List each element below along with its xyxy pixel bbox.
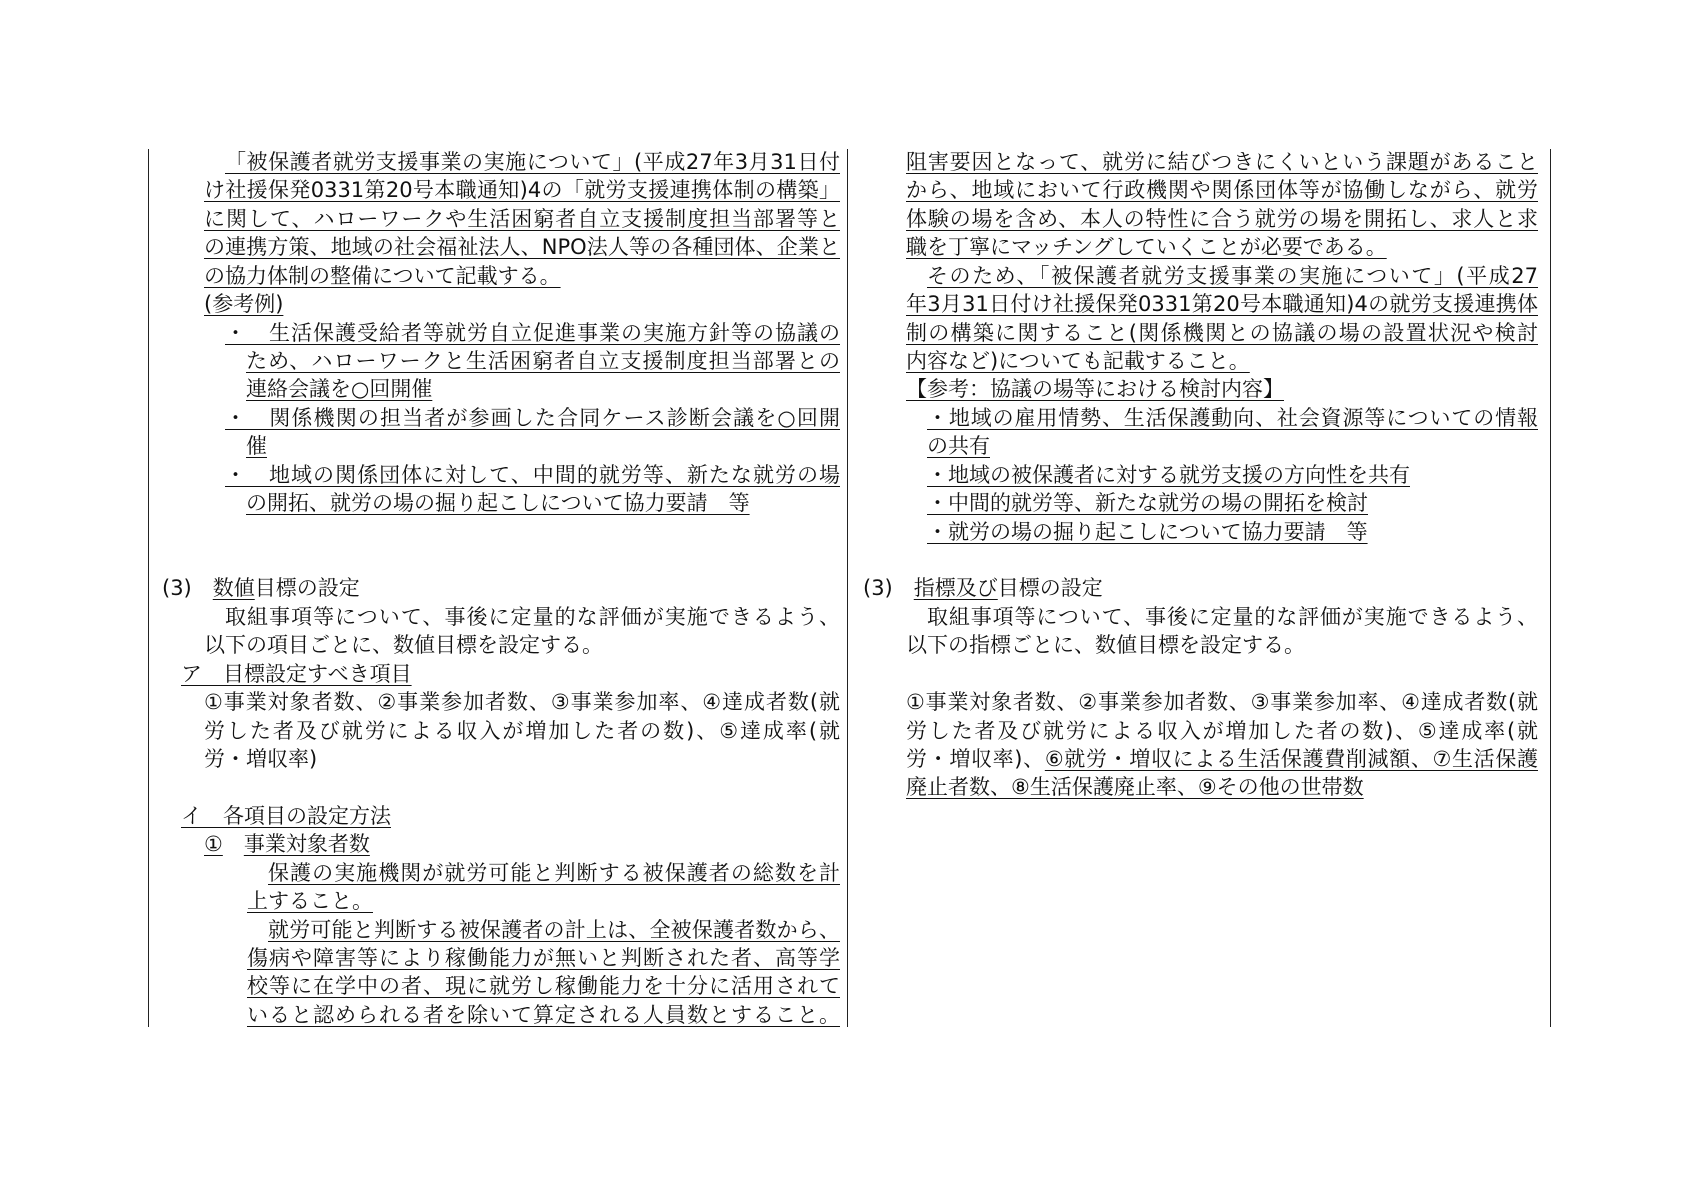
underlined-text: の開拓、就労の場の掘り起こしについて協力要請 等 bbox=[246, 491, 750, 516]
text-line bbox=[863, 574, 1103, 602]
text-segment: 取組事項等について、事後に定量的な評価が実施できるよう、 bbox=[927, 604, 1538, 629]
underlined-text: ⑥就労・増収による生活保護費削減額、⑦生活保護 bbox=[1044, 747, 1538, 772]
text-line bbox=[246, 489, 750, 517]
text-line bbox=[906, 688, 1538, 716]
text-segment: 以下の指標ごとに、数値目標を設定する。 bbox=[906, 633, 1305, 658]
text-segment: 目標の設定 bbox=[254, 576, 360, 601]
underlined-text: ① bbox=[204, 832, 223, 857]
text-line bbox=[927, 489, 1368, 517]
underlined-text: 催 bbox=[246, 434, 267, 459]
text-segment: ①事業対象者数、②事業参加者数、③事業参加率、④達成者数(就 bbox=[906, 690, 1538, 715]
text-line bbox=[204, 176, 840, 204]
underlined-text: の協力体制の整備について記載する。 bbox=[204, 263, 561, 288]
text-line bbox=[927, 461, 1410, 489]
text-segment: 目標の設定 bbox=[997, 576, 1103, 601]
text-line bbox=[268, 859, 840, 887]
text-segment: 取組事項等について、事後に定量的な評価が実施できるよう、 bbox=[225, 604, 840, 629]
underlined-text: 阻害要因となって、就労に結びつきにくいという課題があること bbox=[906, 150, 1538, 174]
underlined-text: 体験の場を含め、本人の特性に合う就労の場を開拓し、求人と求 bbox=[906, 206, 1538, 231]
text-segment: 労・増収率)、 bbox=[906, 747, 1045, 772]
text-line bbox=[268, 916, 840, 944]
text-segment: (3) bbox=[162, 576, 213, 601]
text-line bbox=[906, 745, 1538, 773]
text-line bbox=[927, 518, 1368, 546]
underlined-text: 【参考：協議の場等における検討内容】 bbox=[906, 377, 1284, 402]
underlined-text: 校等に在学中の者、現に就労し稼働能力を十分に活用されて bbox=[247, 974, 840, 999]
text-line bbox=[181, 660, 412, 688]
underlined-text: 制の構築に関すること(関係機関との協議の場の設置状況や検討 bbox=[906, 320, 1538, 345]
text-line bbox=[204, 290, 283, 318]
underlined-text: ・地域の被保護者に対する就労支援の方向性を共有 bbox=[927, 462, 1410, 487]
underlined-text: に関して、ハローワークや生活困窮者自立支援制度担当部署等と bbox=[204, 206, 840, 231]
text-line bbox=[247, 1001, 840, 1029]
text-line bbox=[906, 717, 1538, 745]
underlined-text: から、地域において行政機関や関係団体等が協働しながら、就労 bbox=[906, 178, 1538, 203]
underlined-text: 指標及び bbox=[913, 576, 998, 601]
underlined-text: 連絡会議を○回開催 bbox=[246, 377, 433, 402]
underlined-text: 「被保護者就労支援事業の実施について」(平成27年3月31日付 bbox=[225, 150, 840, 174]
underlined-text: ・ 地域の関係団体に対して、中間的就労等、新たな就労の場 bbox=[225, 462, 840, 487]
underlined-text: 廃止者数、⑧生活保護廃止率、⑨その他の世帯数 bbox=[906, 775, 1364, 800]
underlined-text: 就労可能と判断する被保護者の計上は、全被保護者数から、 bbox=[268, 917, 840, 942]
text-segment: 労・増収率) bbox=[204, 747, 318, 772]
text-line bbox=[247, 887, 373, 915]
text-segment: 以下の項目ごとに、数値目標を設定する。 bbox=[204, 633, 603, 658]
text-line bbox=[906, 233, 1387, 261]
text-line bbox=[204, 262, 561, 290]
underlined-text: ・中間的就労等、新たな就労の場の開拓を検討 bbox=[927, 491, 1368, 516]
underlined-text: ため、ハローワークと生活困窮者自立支援制度担当部署との bbox=[246, 349, 840, 373]
underlined-text: (参考例) bbox=[204, 292, 284, 317]
underlined-text: の連携方策、地域の社会福祉法人、NPO法人等の各種団体、企業と bbox=[204, 235, 840, 260]
text-line bbox=[927, 603, 1538, 631]
underlined-text: ・ 関係機関の担当者が参画した合同ケース診断会議を○回開 bbox=[225, 405, 840, 430]
left-column-border bbox=[148, 149, 149, 1027]
text-segment: (3) bbox=[863, 576, 914, 601]
text-line bbox=[204, 830, 370, 858]
text-line bbox=[906, 148, 1538, 176]
underlined-text: そのため、「被保護者就労支援事業の実施について」(平成27 bbox=[927, 263, 1538, 288]
text-line bbox=[906, 319, 1538, 347]
text-line bbox=[162, 574, 360, 602]
text-line bbox=[246, 347, 840, 375]
text-line bbox=[906, 347, 1250, 375]
text-line bbox=[927, 404, 1538, 432]
underlined-text: 事業対象者数 bbox=[243, 832, 370, 857]
underlined-text: 傷病や障害等により稼働能力が無いと判断された者、高等学 bbox=[247, 946, 840, 971]
text-line bbox=[225, 603, 840, 631]
text-line bbox=[906, 290, 1538, 318]
text-segment bbox=[223, 832, 244, 856]
text-line bbox=[204, 688, 840, 716]
text-line bbox=[246, 432, 267, 460]
text-line bbox=[204, 205, 840, 233]
underlined-text: 年3月31日付け社援保発0331第20号本職通知)4の就労支援連携体 bbox=[906, 292, 1538, 317]
text-line bbox=[204, 631, 603, 659]
underlined-text: 数値 bbox=[212, 576, 255, 601]
underlined-text: ア 目標設定すべき項目 bbox=[181, 661, 412, 686]
center-column-divider bbox=[847, 149, 848, 1027]
text-line bbox=[204, 233, 840, 261]
text-line bbox=[225, 404, 840, 432]
underlined-text: ・地域の雇用情勢、生活保護動向、社会資源等についての情報 bbox=[927, 405, 1538, 430]
text-segment: ①事業対象者数、②事業参加者数、③事業参加率、④達成者数(就 bbox=[204, 690, 840, 715]
text-line bbox=[225, 319, 840, 347]
text-line bbox=[204, 745, 317, 773]
text-line bbox=[927, 262, 1538, 290]
underlined-text: 内容など)についても記載すること。 bbox=[906, 349, 1250, 373]
text-line bbox=[247, 972, 840, 1000]
underlined-text: の共有 bbox=[927, 434, 990, 459]
text-line bbox=[246, 375, 432, 403]
underlined-text: 保護の実施機関が就労可能と判断する被保護者の総数を計 bbox=[268, 860, 840, 885]
text-line bbox=[906, 773, 1364, 801]
text-segment: 労した者及び就労による収入が増加した者の数)、⑤達成率(就 bbox=[204, 718, 840, 743]
text-line bbox=[225, 148, 840, 176]
underlined-text: 上すること。 bbox=[247, 889, 373, 914]
text-line bbox=[181, 802, 391, 830]
text-line bbox=[906, 631, 1305, 659]
text-line bbox=[906, 375, 1284, 403]
underlined-text: ・就労の場の掘り起こしについて協力要請 等 bbox=[927, 519, 1368, 544]
text-line bbox=[927, 432, 990, 460]
text-line bbox=[225, 461, 840, 489]
underlined-text: け社援保発0331第20号本職通知)4の「就労支援連携体制の構築」 bbox=[204, 178, 840, 203]
right-column-border bbox=[1550, 149, 1551, 1027]
text-line bbox=[906, 176, 1538, 204]
text-segment: 労した者及び就労による収入が増加した者の数)、⑤達成率(就 bbox=[906, 718, 1538, 743]
text-line bbox=[204, 717, 840, 745]
underlined-text: いると認められる者を除いて算定される人員数とすること。 bbox=[247, 1002, 840, 1027]
text-line bbox=[906, 205, 1538, 233]
text-line bbox=[247, 944, 840, 972]
underlined-text: 職を丁寧にマッチングしていくことが必要である。 bbox=[906, 235, 1387, 260]
underlined-text: ・ 生活保護受給者等就労自立促進事業の実施方針等の協議の bbox=[225, 320, 840, 345]
underlined-text: イ 各項目の設定方法 bbox=[181, 803, 391, 828]
